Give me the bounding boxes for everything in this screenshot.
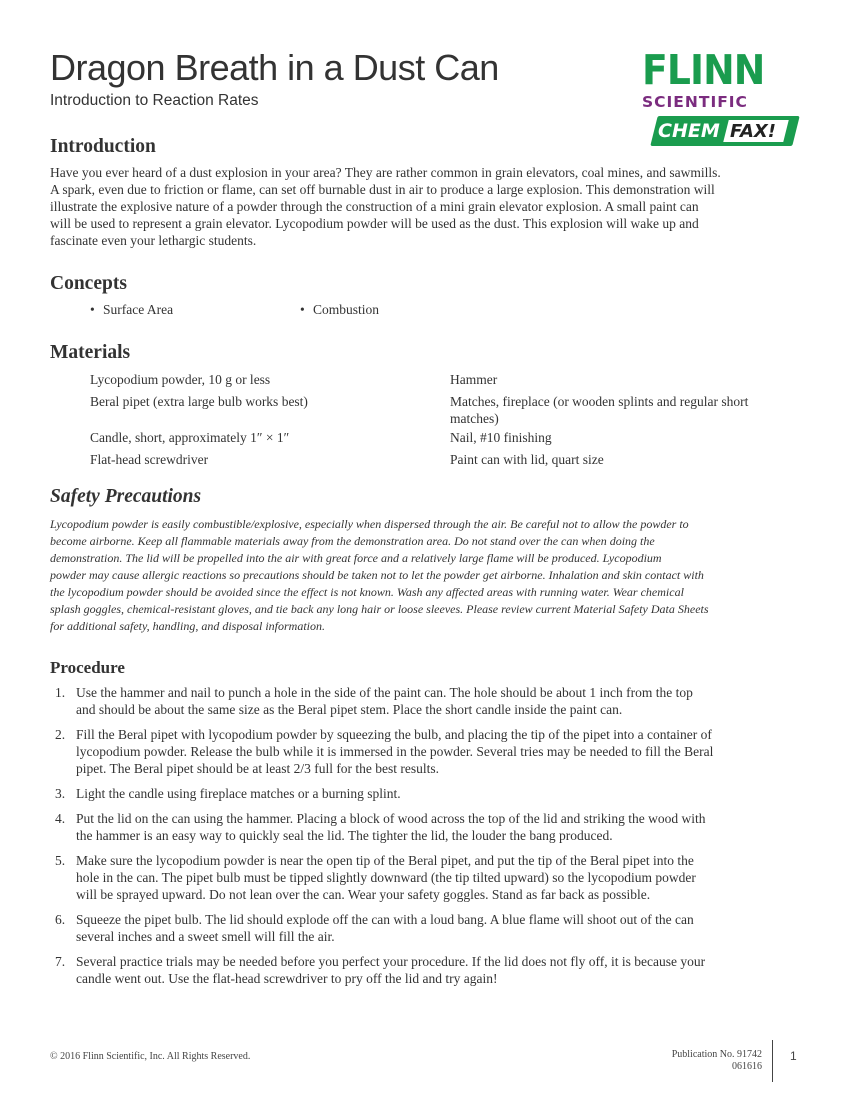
step-number: 2. [55,727,66,742]
step-line: lycopodium powder. Release the bulb while it is immersed in the powder. Several tries may be needed to fill the Beral [76,744,714,759]
concept-label: Surface Area [103,302,174,317]
procedure-step [50,852,810,903]
step-line: Fill the Beral pipet with lycopodium powder by squeezing the bulb, and placing the tip of the pipet into a container of [76,727,712,742]
step-number: 3. [55,786,66,801]
introduction-heading: Introduction [50,136,156,157]
safety-line: become airborne. Keep all flammable materials away from the demonstration area. Do not stand over the can when doing the [50,534,655,548]
procedure-list [50,684,810,995]
step-line: the hammer is an easy way to quickly seal the lid. The tighter the lid, the louder the bang produced. [76,828,613,843]
material-item: Matches, fireplace (or wooden splints and regular short [450,394,749,409]
step-number: 5. [55,853,66,868]
procedure-step [50,684,810,718]
publication-code: 061616 [732,1061,762,1072]
step-line: Put the lid on the can using the hammer. Placing a block of wood across the top of the lid and striking the wood with [76,811,706,826]
material-item: Hammer [450,372,498,387]
procedure-step [50,953,810,987]
logo-scientific-text: SCIENTIFIC [642,93,748,111]
intro-line: A spark, even due to friction or flame, can set off burnable dust in air to produce a large explosion. This demonstration will [50,182,715,197]
flinn-chemfax-logo [640,48,800,150]
footer-divider [772,1040,773,1082]
step-line: hole in the can. The pipet bulb must be tipped slightly downward (the tip tilted upward) so the lycopodium powder [76,870,696,885]
safety-line: demonstration. The lid will be propelled into the air with great force and a relatively large flame will be produced. Lycopodium [50,551,662,565]
logo-flinn-text: FLINN [642,46,765,94]
footer-copyright: © 2016 Flinn Scientific, Inc. All Rights Reserved. [50,1051,251,1062]
bullet-icon: • [90,302,95,317]
material-item: Candle, short, approximately 1″ × 1″ [90,430,290,445]
safety-line: for additional safety, handling, and disposal information. [50,619,326,633]
material-item: Lycopodium powder, 10 g or less [90,372,271,387]
step-line: several inches and a sweet smell will fill the air. [76,929,335,944]
page-subtitle: Introduction to Reaction Rates [50,92,259,109]
safety-paragraph [50,516,800,635]
material-item: Nail, #10 finishing [450,430,552,445]
intro-line: Have you ever heard of a dust explosion in your area? They are rather common in grain elevators, coal mines, and sawmills. [50,165,721,180]
intro-line: will be used to represent a grain elevator. Lycopodium powder will be used as the dust. This explosion will wake up and [50,216,699,231]
material-item-continued: matches) [450,411,499,426]
step-line: will be sprayed upward. Do not lean over the can. Wear your safety goggles. Stand as far back as possible. [76,887,651,902]
intro-line: fascinate even your lethargic students. [50,233,257,248]
material-item: Paint can with lid, quart size [450,452,604,467]
procedure-heading: Procedure [50,658,125,677]
step-number: 4. [55,811,66,826]
publication-number: Publication No. 91742 [671,1049,762,1060]
step-line: Use the hammer and nail to punch a hole in the side of the paint can. The hole should be about 1 inch from the top [76,685,693,700]
safety-line: splash goggles, chemical-resistant gloves, and tie back any long hair or loose sleeves. Please review current Material Safety Data Sheets [50,602,709,616]
page-title: Dragon Breath in a Dust Can [50,47,499,88]
concepts-heading: Concepts [50,273,127,294]
step-number: 7. [55,954,66,969]
concepts-list [90,302,790,320]
procedure-step [50,726,810,777]
logo-chem-text: CHEM [658,120,720,142]
procedure-step [50,911,810,945]
safety-line: the lycopodium powder should be avoided since the effect is not known. Wash any affected areas with running water. Wear chemical [50,585,684,599]
procedure-step [50,810,810,844]
material-item: Beral pipet (extra large bulb works best) [90,394,308,409]
step-line: Squeeze the pipet bulb. The lid should explode off the can with a loud bang. A blue flame will shoot out of the can [76,912,694,927]
step-line: Several practice trials may be needed before you perfect your procedure. If the lid does not fly off, it is because your [76,954,706,969]
step-number: 1. [55,685,66,700]
materials-heading: Materials [50,342,131,363]
bullet-icon: • [300,302,305,317]
safety-line: Lycopodium powder is easily combustible/explosive, especially when dispersed through the air. Be careful not to allow the powder to [50,517,689,531]
concept-item [90,302,173,318]
logo-fax-text: FAX! [730,121,776,142]
safety-line: powder may cause allergic reactions so precautions should be taken not to let the powder get airborne. Inhalation and skin contact with [50,568,704,582]
material-item: Flat-head screwdriver [90,452,209,467]
step-line: candle went out. Use the flat-head screwdriver to pry off the lid and try again! [76,971,498,986]
concept-item [300,302,379,318]
step-line: Make sure the lycopodium powder is near the open tip of the Beral pipet, and put the tip of the Beral pipet into the [76,853,694,868]
step-line: Light the candle using fireplace matches or a burning splint. [76,786,401,801]
footer-publication [600,1049,762,1073]
page-number: 1 [790,1049,797,1063]
safety-heading: Safety Precautions [50,486,202,507]
concept-label: Combustion [313,302,380,317]
intro-line: illustrate the explosive nature of a powder through the construction of a mini grain elevator explosion. A small paint can [50,199,699,214]
step-line: pipet. The Beral pipet should be at least 2/3 full for the best results. [76,761,440,776]
introduction-paragraph [50,164,800,249]
procedure-step [50,785,810,802]
step-number: 6. [55,912,66,927]
step-line: and should be about the same size as the Beral pipet stem. Place the short candle inside the paint can. [76,702,623,717]
